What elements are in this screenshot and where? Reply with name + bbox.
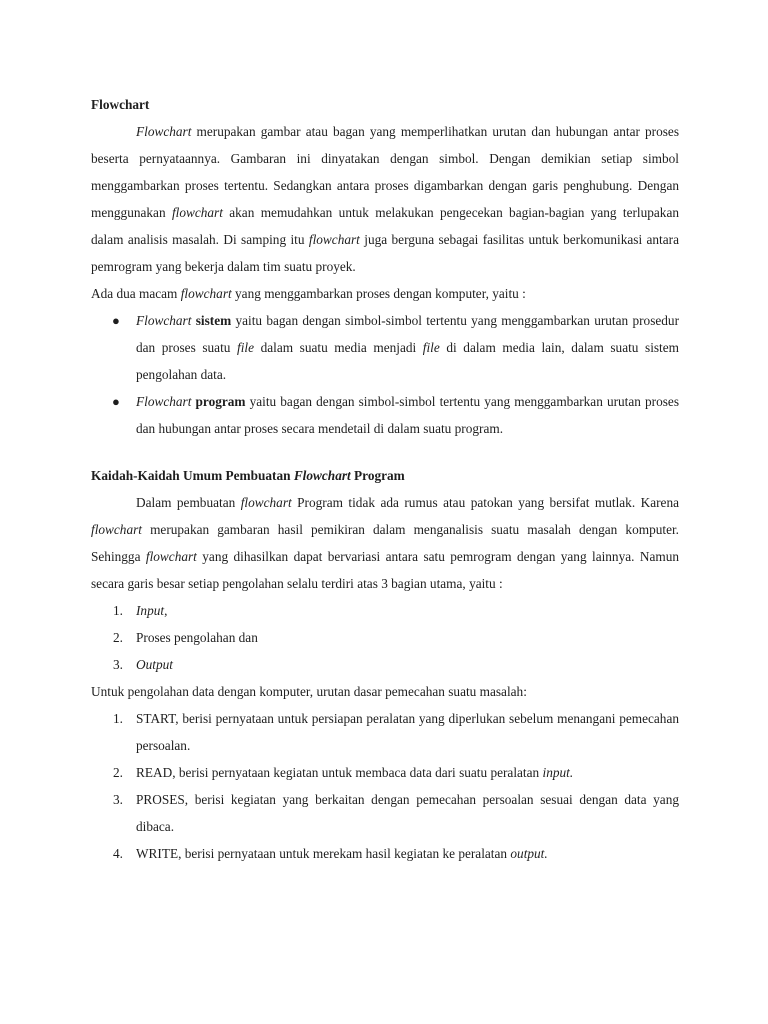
list-number: 3. xyxy=(113,792,123,807)
list-item-input xyxy=(91,597,679,624)
text-flowchart-term: flowchart xyxy=(91,522,142,537)
list-number: 1. xyxy=(113,603,123,618)
list-number: 3. xyxy=(113,657,123,672)
text-span: dalam suatu media menjadi xyxy=(254,340,423,355)
text-span: yang dihasilkan dapat bervariasi antara satu pemrogram dengan yang lainnya. Namun secara garis besar setiap pengolahan selalu terdiri atas 3 bagian utama, yaitu : xyxy=(91,549,679,591)
text-flowchart-term: Flowchart xyxy=(136,124,192,139)
list-item-proses-step xyxy=(91,786,679,840)
list-item-flowchart-program xyxy=(91,388,679,442)
text-italic-term: output. xyxy=(510,846,548,861)
basic-steps-list xyxy=(91,705,679,867)
text-file-term: file xyxy=(422,340,440,355)
text-flowchart-term: flowchart xyxy=(145,549,197,564)
text-flowchart-term: flowchart xyxy=(308,232,360,247)
text-span: Kaidah-Kaidah Umum Pembuatan xyxy=(91,468,294,483)
section-heading-flowchart: Flowchart xyxy=(91,97,150,112)
bullet-icon: ● xyxy=(112,313,120,328)
paragraph-kaidah xyxy=(91,489,679,597)
text-file-term: file xyxy=(237,340,254,355)
text-span: Proses pengolahan dan xyxy=(136,630,258,645)
list-item-read xyxy=(91,759,679,786)
list-item-write xyxy=(91,840,679,867)
text-span: Program xyxy=(350,468,405,483)
text-span: yaitu bagan dengan simbol-simbol tertentu yang menggambarkan urutan prosedur dan proses suatu xyxy=(136,313,679,355)
text-span: WRITE, berisi pernyataan untuk merekam hasil kegiatan ke peralatan xyxy=(136,846,511,861)
text-span: START, berisi pernyataan untuk persiapan peralatan yang diperlukan sebelum menangani pemecahan persoalan. xyxy=(136,711,679,753)
text-span: akan memudahkan untuk melakukan pengecekan bagian-bagian yang terlupakan dalam analisis masalah. Di samping itu xyxy=(91,205,679,247)
list-number: 2. xyxy=(113,765,123,780)
text-flowchart-term: flowchart xyxy=(171,205,223,220)
text-flowchart-term: Flowchart xyxy=(293,468,351,483)
flowchart-types-list xyxy=(91,307,679,442)
text-span: juga berguna sebagai fasilitas untuk berkomunikasi antara pemrogram yang bekerja dalam tim suatu proyek. xyxy=(91,232,679,274)
text-italic-term: Output xyxy=(136,657,173,672)
paragraph-urutan-dasar: Untuk pengolahan data dengan komputer, urutan dasar pemecahan suatu masalah: xyxy=(91,684,527,699)
text-span: Dalam pembuatan xyxy=(136,495,241,510)
list-number: 1. xyxy=(113,711,123,726)
text-span: yang menggambarkan proses dengan komputer, yaitu : xyxy=(231,286,526,301)
document-body xyxy=(91,91,679,867)
text-italic-term: Input xyxy=(136,603,165,618)
bullet-icon: ● xyxy=(112,394,120,409)
section-spacer xyxy=(91,442,679,462)
paragraph-flowchart-types xyxy=(91,280,679,307)
text-span: Ada dua macam xyxy=(91,286,181,301)
main-parts-list xyxy=(91,597,679,678)
text-flowchart-term: Flowchart xyxy=(136,313,192,328)
list-item-proses xyxy=(91,624,679,651)
list-number: 4. xyxy=(113,846,123,861)
list-item-flowchart-sistem xyxy=(91,307,679,388)
text-flowchart-term: flowchart xyxy=(180,286,232,301)
text-span: PROSES, berisi kegiatan yang berkaitan dengan pemecahan persoalan sesuai dengan data yang dibaca. xyxy=(136,792,679,834)
text-bold-term: program xyxy=(195,394,246,409)
text-span: merupakan gambar atau bagan yang memperlihatkan urutan dan hubungan antar proses beserta pernyataannya. Gambaran ini dinyatakan dengan simbol. Dengan demikian setiap simbol menggambarkan proses tertentu. Sedangkan antara proses digambarkan dengan garis penghubung. Dengan menggunakan xyxy=(91,124,679,220)
text-bold-term: sistem xyxy=(195,313,232,328)
text-span: READ, berisi pernyataan kegiatan untuk membaca data dari suatu peralatan xyxy=(136,765,543,780)
list-number: 2. xyxy=(113,630,123,645)
text-span: di dalam media lain, dalam suatu sistem pengolahan data. xyxy=(136,340,679,382)
list-item-start xyxy=(91,705,679,759)
text-italic-term: input. xyxy=(542,765,574,780)
text-span: merupakan gambaran hasil pemikiran dalam menganalisis suatu masalah dengan komputer. Sehingga xyxy=(91,522,679,564)
text-span: Program tidak ada rumus atau patokan yang bersifat mutlak. Karena xyxy=(291,495,679,510)
section-heading-kaidah xyxy=(91,462,679,489)
text-span: yaitu bagan dengan simbol-simbol tertentu yang menggambarkan urutan proses dan hubungan antar proses secara mendetail di dalam suatu program. xyxy=(136,394,679,436)
text-flowchart-term: Flowchart xyxy=(136,394,192,409)
list-item-output xyxy=(91,651,679,678)
text-flowchart-term: flowchart xyxy=(240,495,292,510)
text-span: , xyxy=(164,603,168,618)
paragraph-flowchart-definition xyxy=(91,118,679,280)
